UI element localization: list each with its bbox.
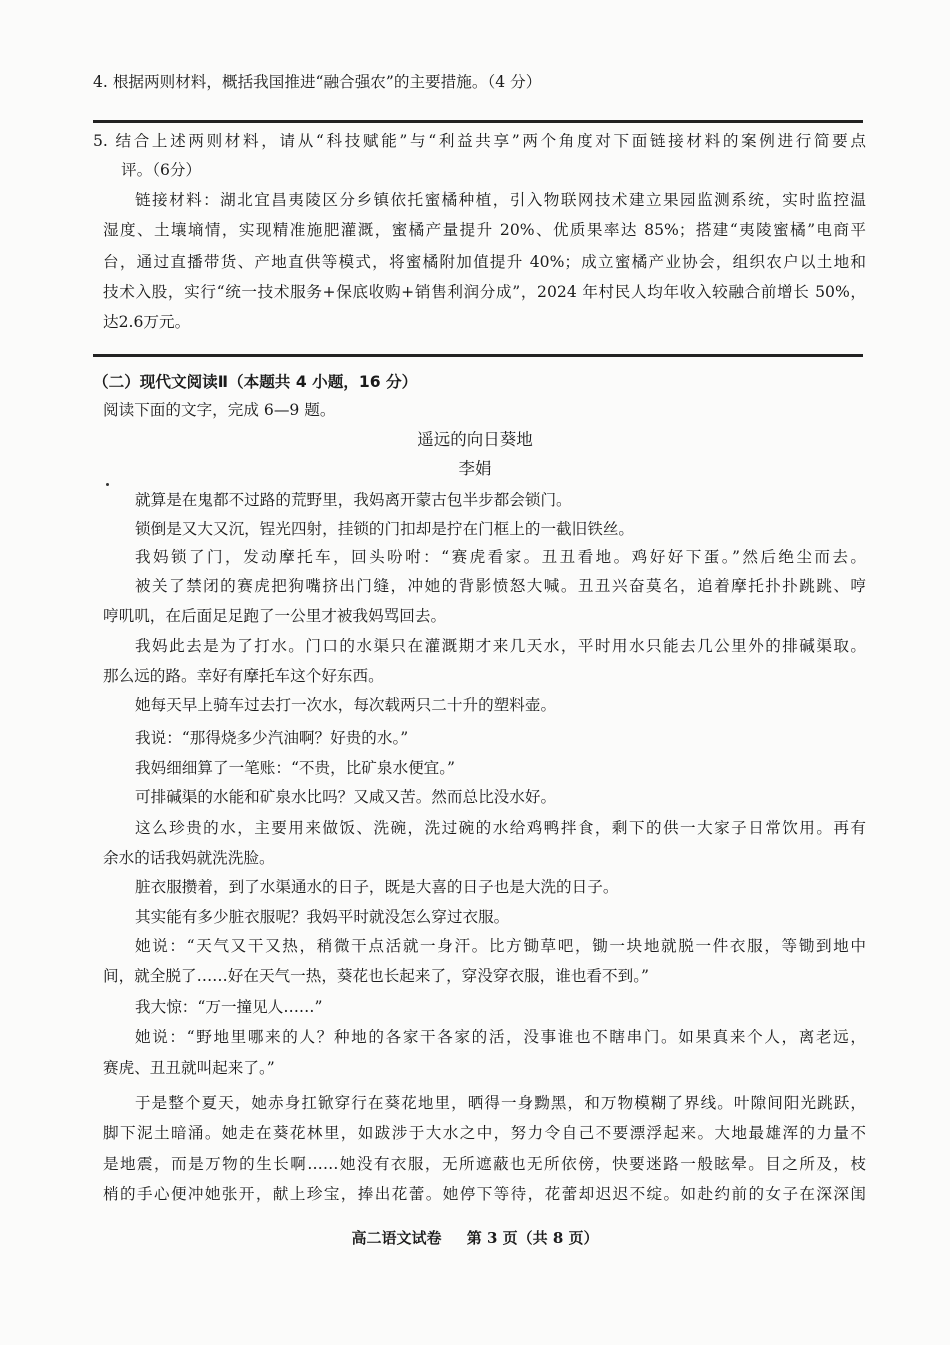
text-line: 达2.6万元。 — [103, 313, 191, 331]
text-line: 脚下泥土暗涌。她走在葵花林里，如跋涉于大水之中，努力令自己不要漂浮起来。大地最雄浑的力量不 — [103, 1124, 866, 1142]
text-line: 我说：“那得烧多少汽油啊？好贵的水。” — [135, 729, 409, 747]
text-line: 链接材料：湖北宜昌夷陵区分乡镇依托蜜橘种植，引入物联网技术建立果园监测系统，实时监控温 — [135, 191, 866, 209]
text-line: 我妈锁了门，发动摩托车，回头吩咐：“赛虎看家。丑丑看地。鸡好好下蛋。”然后绝尘而去。 — [135, 548, 866, 566]
text-line: 湿度、土壤墒情，实现精准施肥灌溉，蜜橘产量提升 20%、优质果率达 85%；搭建“夷陵蜜橘”电商平 — [103, 221, 866, 239]
text-line: 她每天早上骑车过去打一次水，每次载两只二十升的塑料壶。 — [135, 696, 557, 714]
divider-rule — [93, 354, 863, 357]
text-line: 间，就全脱了……好在天气一热，葵花也长起来了，穿没穿衣服，谁也看不到。” — [103, 967, 649, 985]
text-line: 她说：“野地里哪来的人？种地的各家干各家的活，没事谁也不瞎串门。如果真来个人，离老远， — [135, 1028, 866, 1046]
text-line: 可排碱渠的水能和矿泉水比吗？又咸又苦。然而总比没水好。 — [135, 788, 557, 806]
text-line: 那么远的路。幸好有摩托车这个好东西。 — [103, 667, 384, 685]
footer-subject: 高二语文试卷 — [351, 1229, 442, 1247]
text-line: 阅读下面的文字，完成 6—9 题。 — [103, 401, 336, 419]
question-line: 评。（6分） — [121, 161, 202, 179]
text-line: 赛虎、丑丑就叫起来了。” — [103, 1059, 275, 1077]
section-heading: （二）现代文阅读Ⅱ（本题共 4 小题，16 分） — [93, 373, 418, 391]
text-line: 她说：“天气又干又热，稍微干点活就一身汗。比方锄草吧，锄一块地就脱一件衣服，等锄到地中 — [135, 937, 866, 955]
text-line: 哼叽叽，在后面足足跑了一公里才被我妈骂回去。 — [103, 607, 447, 625]
page-footer — [0, 1227, 950, 1248]
text-line: 我妈细细算了一笔账：“不贵，比矿泉水便宜。” — [135, 759, 456, 777]
text-line: 于是整个夏天，她赤身扛锨穿行在葵花地里，晒得一身黝黑，和万物模糊了界线。叶隙间阳光跳跃， — [135, 1094, 866, 1112]
text-line: 技术入股，实行“统一技术服务+保底收购+销售利润分成”，2024 年村民人均年收入较融合前增长 50%， — [103, 283, 866, 301]
text-line: 其实能有多少脏衣服呢？我妈平时就没怎么穿过衣服。 — [135, 908, 510, 926]
text-line: 我妈此去是为了打水。门口的水渠只在灌溉期才来几天水，平时用水只能去几公里外的排碱渠取。 — [135, 637, 866, 655]
text-line: 锁倒是又大又沉，锃光四射，挂锁的门扣却是拧在门框上的一截旧铁丝。 — [135, 520, 635, 538]
text-line: 是地震，而是万物的生长啊……她没有衣服，无所遮蔽也无所依傍，快要迷路一般眩晕。目之所及，枝 — [103, 1155, 866, 1173]
text-line: 台，通过直播带货、产地直供等模式，将蜜橘附加值提升 40%；成立蜜橘产业协会，组织农户以土地和 — [103, 253, 866, 271]
text-line: 被关了禁闭的赛虎把狗嘴挤出门缝，冲她的背影愤怒大喊。丑丑兴奋莫名，追着摩托扑扑跳跳、哼 — [135, 577, 866, 595]
text-line: 脏衣服攒着，到了水渠通水的日子，既是大喜的日子也是大洗的日子。 — [135, 878, 619, 896]
text-line: 就算是在鬼都不过路的荒野里，我妈离开蒙古包半步都会锁门。 — [135, 491, 572, 509]
scan-speck — [106, 483, 109, 486]
text-line: 这么珍贵的水，主要用来做饭、洗碗，洗过碗的水给鸡鸭拌食，剩下的供一大家子日常饮用。再有 — [135, 819, 866, 837]
text-line: 我大惊：“万一撞见人……” — [135, 998, 323, 1016]
divider-rule — [93, 120, 863, 123]
text-line: 余水的话我妈就洗洗脸。 — [103, 849, 275, 867]
question-line: 5. 结合上述两则材料，请从“科技赋能”与“利益共享”两个角度对下面链接材料的案例进行简要点 — [93, 132, 866, 150]
question-line: 4. 根据两则材料，概括我国推进“融合强农”的主要措施。（4 分） — [93, 73, 542, 91]
article-author: 李娟 — [458, 459, 492, 478]
text-line: 梢的手心便冲她张开，献上珍宝，捧出花蕾。她停下等待，花蕾却迟迟不绽。如赴约前的女子在深深闺 — [103, 1185, 866, 1203]
footer-page-number: 第 3 页（共 8 页） — [466, 1229, 599, 1247]
article-title: 遥远的向日葵地 — [417, 430, 533, 449]
